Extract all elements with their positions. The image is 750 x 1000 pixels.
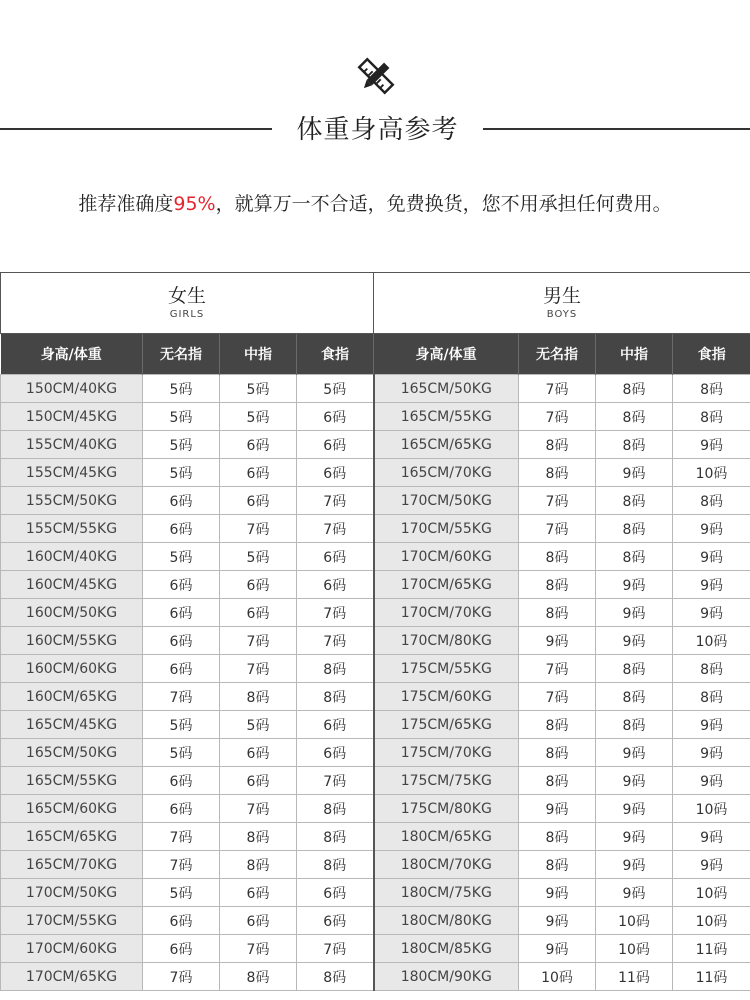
boys-height-weight-cell: 180CM/70KG	[374, 851, 519, 879]
girls-middle-finger-cell: 6码	[220, 459, 297, 487]
boys-ring-finger-cell: 8码	[519, 459, 596, 487]
boys-index-finger-cell: 8码	[673, 683, 750, 711]
boys-height-weight-cell: 170CM/80KG	[374, 627, 519, 655]
table-row	[1, 907, 750, 935]
boys-ring-finger-cell: 8码	[519, 823, 596, 851]
boys-ring-finger-cell: 8码	[519, 543, 596, 571]
girls-ring-finger-cell: 5码	[143, 739, 220, 767]
boys-index-finger-cell: 9码	[673, 543, 750, 571]
boys-index-finger-cell: 8码	[673, 655, 750, 683]
boys-ring-finger-cell: 7码	[519, 403, 596, 431]
table-row	[1, 739, 750, 767]
boys-title: 男生	[543, 285, 582, 307]
boys-middle-finger-cell: 8码	[596, 431, 673, 459]
girls-height-weight-cell: 150CM/45KG	[1, 403, 143, 431]
boys-middle-finger-cell: 9码	[596, 795, 673, 823]
girls-height-weight-cell: 170CM/50KG	[1, 879, 143, 907]
col-header-middle-finger: 中指	[596, 334, 673, 375]
size-rows	[1, 375, 750, 991]
boys-ring-finger-cell: 8码	[519, 599, 596, 627]
boys-middle-finger-cell: 8码	[596, 543, 673, 571]
boys-middle-finger-cell: 8码	[596, 515, 673, 543]
girls-ring-finger-cell: 5码	[143, 543, 220, 571]
girls-ring-finger-cell: 5码	[143, 375, 220, 403]
size-table	[0, 272, 750, 991]
girls-index-finger-cell: 8码	[297, 823, 374, 851]
girls-middle-finger-cell: 6码	[220, 907, 297, 935]
boys-height-weight-cell: 170CM/65KG	[374, 571, 519, 599]
girls-height-weight-cell: 160CM/40KG	[1, 543, 143, 571]
girls-ring-finger-cell: 6码	[143, 487, 220, 515]
girls-index-finger-cell: 8码	[297, 795, 374, 823]
girls-index-finger-cell: 8码	[297, 851, 374, 879]
boys-index-finger-cell: 10码	[673, 879, 750, 907]
girls-index-finger-cell: 6码	[297, 431, 374, 459]
girls-middle-finger-cell: 6码	[220, 487, 297, 515]
girls-middle-finger-cell: 5码	[220, 543, 297, 571]
boys-ring-finger-cell: 8码	[519, 431, 596, 459]
girls-index-finger-cell: 5码	[297, 375, 374, 403]
girls-index-finger-cell: 6码	[297, 879, 374, 907]
girls-subtitle: GIRLS	[169, 309, 205, 320]
table-row	[1, 823, 750, 851]
table-row	[1, 655, 750, 683]
col-header-middle-finger: 中指	[220, 334, 297, 375]
girls-ring-finger-cell: 6码	[143, 599, 220, 627]
boys-height-weight-cell: 175CM/70KG	[374, 739, 519, 767]
boys-ring-finger-cell: 7码	[519, 487, 596, 515]
boys-index-finger-cell: 8码	[673, 375, 750, 403]
girls-index-finger-cell: 8码	[297, 963, 374, 991]
boys-subtitle: BOYS	[546, 309, 578, 320]
boys-ring-finger-cell: 7码	[519, 655, 596, 683]
girls-height-weight-cell: 160CM/45KG	[1, 571, 143, 599]
girls-middle-finger-cell: 6码	[220, 431, 297, 459]
boys-height-weight-cell: 170CM/70KG	[374, 599, 519, 627]
boys-middle-finger-cell: 9码	[596, 767, 673, 795]
boys-middle-finger-cell: 10码	[596, 907, 673, 935]
girls-height-weight-cell: 165CM/50KG	[1, 739, 143, 767]
girls-index-finger-cell: 7码	[297, 627, 374, 655]
boys-middle-finger-cell: 8码	[596, 375, 673, 403]
girls-height-weight-cell: 155CM/50KG	[1, 487, 143, 515]
girls-height-weight-cell: 170CM/55KG	[1, 907, 143, 935]
pencil-ruler-icon	[357, 57, 395, 95]
page-title: 体重身高参考	[296, 115, 459, 145]
girls-index-finger-cell: 6码	[297, 459, 374, 487]
col-header-index-finger: 食指	[297, 334, 374, 375]
col-header-ring-finger: 无名指	[519, 334, 596, 375]
girls-ring-finger-cell: 5码	[143, 431, 220, 459]
girls-middle-finger-cell: 6码	[220, 739, 297, 767]
girls-ring-finger-cell: 5码	[143, 879, 220, 907]
boys-middle-finger-cell: 8码	[596, 655, 673, 683]
table-row	[1, 879, 750, 907]
boys-height-weight-cell: 180CM/65KG	[374, 823, 519, 851]
accuracy-note-prefix: 推荐准确度	[78, 193, 174, 215]
girls-middle-finger-cell: 8码	[220, 851, 297, 879]
boys-ring-finger-cell: 8码	[519, 739, 596, 767]
boys-index-finger-cell: 8码	[673, 487, 750, 515]
boys-ring-finger-cell: 7码	[519, 515, 596, 543]
boys-ring-finger-cell: 9码	[519, 627, 596, 655]
girls-ring-finger-cell: 7码	[143, 823, 220, 851]
boys-middle-finger-cell: 9码	[596, 571, 673, 599]
girls-index-finger-cell: 6码	[297, 543, 374, 571]
table-row	[1, 375, 750, 403]
girls-middle-finger-cell: 5码	[220, 375, 297, 403]
girls-middle-finger-cell: 8码	[220, 963, 297, 991]
boys-index-finger-cell: 11码	[673, 963, 750, 991]
table-row	[1, 459, 750, 487]
girls-index-finger-cell: 6码	[297, 739, 374, 767]
boys-height-weight-cell: 175CM/65KG	[374, 711, 519, 739]
boys-middle-finger-cell: 9码	[596, 627, 673, 655]
girls-middle-finger-cell: 7码	[220, 795, 297, 823]
table-row	[1, 431, 750, 459]
girls-ring-finger-cell: 6码	[143, 767, 220, 795]
boys-index-finger-cell: 10码	[673, 907, 750, 935]
boys-height-weight-cell: 175CM/55KG	[374, 655, 519, 683]
girls-middle-finger-cell: 7码	[220, 655, 297, 683]
accuracy-note-suffix: ，就算万一不合适，免费换货，您不用承担任何费用。	[215, 193, 672, 215]
table-row	[1, 767, 750, 795]
boys-middle-finger-cell: 9码	[596, 739, 673, 767]
boys-middle-finger-cell: 8码	[596, 711, 673, 739]
girls-index-finger-cell: 8码	[297, 655, 374, 683]
boys-index-finger-cell: 10码	[673, 627, 750, 655]
boys-height-weight-cell: 175CM/75KG	[374, 767, 519, 795]
boys-height-weight-cell: 170CM/55KG	[374, 515, 519, 543]
girls-middle-finger-cell: 6码	[220, 571, 297, 599]
boys-height-weight-cell: 180CM/75KG	[374, 879, 519, 907]
girls-ring-finger-cell: 6码	[143, 515, 220, 543]
girls-index-finger-cell: 8码	[297, 683, 374, 711]
boys-height-weight-cell: 180CM/90KG	[374, 963, 519, 991]
girls-index-finger-cell: 7码	[297, 935, 374, 963]
boys-height-weight-cell: 165CM/70KG	[374, 459, 519, 487]
girls-ring-finger-cell: 7码	[143, 851, 220, 879]
girls-header	[1, 273, 374, 334]
boys-height-weight-cell: 175CM/80KG	[374, 795, 519, 823]
boys-ring-finger-cell: 8码	[519, 851, 596, 879]
boys-header	[374, 273, 750, 334]
boys-index-finger-cell: 9码	[673, 571, 750, 599]
boys-ring-finger-cell: 7码	[519, 683, 596, 711]
boys-index-finger-cell: 9码	[673, 515, 750, 543]
boys-height-weight-cell: 170CM/60KG	[374, 543, 519, 571]
table-row	[1, 543, 750, 571]
girls-title: 女生	[168, 285, 207, 307]
boys-middle-finger-cell: 9码	[596, 459, 673, 487]
boys-index-finger-cell: 10码	[673, 459, 750, 487]
girls-ring-finger-cell: 6码	[143, 655, 220, 683]
table-row	[1, 599, 750, 627]
girls-middle-finger-cell: 7码	[220, 627, 297, 655]
girls-ring-finger-cell: 6码	[143, 907, 220, 935]
girls-index-finger-cell: 6码	[297, 711, 374, 739]
boys-index-finger-cell: 9码	[673, 851, 750, 879]
girls-ring-finger-cell: 5码	[143, 711, 220, 739]
girls-middle-finger-cell: 5码	[220, 711, 297, 739]
accuracy-note	[0, 190, 750, 218]
girls-middle-finger-cell: 7码	[220, 515, 297, 543]
girls-index-finger-cell: 6码	[297, 403, 374, 431]
girls-middle-finger-cell: 8码	[220, 683, 297, 711]
girls-height-weight-cell: 150CM/40KG	[1, 375, 143, 403]
boys-middle-finger-cell: 9码	[596, 599, 673, 627]
girls-height-weight-cell: 160CM/50KG	[1, 599, 143, 627]
boys-index-finger-cell: 9码	[673, 767, 750, 795]
girls-index-finger-cell: 7码	[297, 487, 374, 515]
girls-ring-finger-cell: 6码	[143, 627, 220, 655]
table-row	[1, 627, 750, 655]
girls-ring-finger-cell: 5码	[143, 459, 220, 487]
girls-ring-finger-cell: 6码	[143, 795, 220, 823]
girls-height-weight-cell: 160CM/60KG	[1, 655, 143, 683]
girls-ring-finger-cell: 7码	[143, 683, 220, 711]
table-row	[1, 935, 750, 963]
table-row	[1, 683, 750, 711]
girls-index-finger-cell: 6码	[297, 571, 374, 599]
table-row	[1, 487, 750, 515]
title-row	[0, 110, 750, 150]
boys-middle-finger-cell: 9码	[596, 851, 673, 879]
girls-height-weight-cell: 165CM/65KG	[1, 823, 143, 851]
girls-height-weight-cell: 160CM/65KG	[1, 683, 143, 711]
boys-index-finger-cell: 9码	[673, 823, 750, 851]
girls-index-finger-cell: 7码	[297, 767, 374, 795]
boys-middle-finger-cell: 8码	[596, 403, 673, 431]
table-row	[1, 515, 750, 543]
col-header-height-weight: 身高/体重	[1, 334, 143, 375]
col-header-index-finger: 食指	[673, 334, 750, 375]
boys-height-weight-cell: 180CM/85KG	[374, 935, 519, 963]
boys-middle-finger-cell: 8码	[596, 487, 673, 515]
boys-height-weight-cell: 165CM/50KG	[374, 375, 519, 403]
girls-height-weight-cell: 155CM/55KG	[1, 515, 143, 543]
accuracy-percent: 95%	[173, 193, 216, 215]
boys-middle-finger-cell: 8码	[596, 683, 673, 711]
girls-height-weight-cell: 165CM/55KG	[1, 767, 143, 795]
girls-index-finger-cell: 6码	[297, 907, 374, 935]
boys-index-finger-cell: 9码	[673, 431, 750, 459]
boys-index-finger-cell: 8码	[673, 403, 750, 431]
girls-height-weight-cell: 165CM/60KG	[1, 795, 143, 823]
boys-ring-finger-cell: 9码	[519, 879, 596, 907]
boys-ring-finger-cell: 7码	[519, 375, 596, 403]
table-row	[1, 711, 750, 739]
boys-middle-finger-cell: 11码	[596, 963, 673, 991]
girls-middle-finger-cell: 5码	[220, 403, 297, 431]
boys-middle-finger-cell: 9码	[596, 823, 673, 851]
boys-index-finger-cell: 9码	[673, 739, 750, 767]
girls-height-weight-cell: 155CM/40KG	[1, 431, 143, 459]
girls-height-weight-cell: 160CM/55KG	[1, 627, 143, 655]
boys-ring-finger-cell: 8码	[519, 711, 596, 739]
table-row	[1, 403, 750, 431]
boys-ring-finger-cell: 10码	[519, 963, 596, 991]
girls-index-finger-cell: 7码	[297, 515, 374, 543]
girls-index-finger-cell: 7码	[297, 599, 374, 627]
boys-ring-finger-cell: 8码	[519, 767, 596, 795]
boys-height-weight-cell: 165CM/65KG	[374, 431, 519, 459]
boys-index-finger-cell: 11码	[673, 935, 750, 963]
boys-index-finger-cell: 10码	[673, 795, 750, 823]
boys-height-weight-cell: 170CM/50KG	[374, 487, 519, 515]
girls-middle-finger-cell: 7码	[220, 935, 297, 963]
boys-ring-finger-cell: 9码	[519, 907, 596, 935]
boys-index-finger-cell: 9码	[673, 711, 750, 739]
girls-height-weight-cell: 170CM/65KG	[1, 963, 143, 991]
girls-middle-finger-cell: 8码	[220, 823, 297, 851]
col-header-ring-finger: 无名指	[143, 334, 220, 375]
table-row	[1, 795, 750, 823]
boys-middle-finger-cell: 10码	[596, 935, 673, 963]
boys-ring-finger-cell: 9码	[519, 795, 596, 823]
girls-ring-finger-cell: 6码	[143, 935, 220, 963]
boys-height-weight-cell: 165CM/55KG	[374, 403, 519, 431]
girls-ring-finger-cell: 7码	[143, 963, 220, 991]
boys-height-weight-cell: 175CM/60KG	[374, 683, 519, 711]
title-divider-left	[0, 128, 272, 130]
boys-ring-finger-cell: 8码	[519, 571, 596, 599]
boys-index-finger-cell: 9码	[673, 599, 750, 627]
girls-height-weight-cell: 165CM/70KG	[1, 851, 143, 879]
girls-height-weight-cell: 155CM/45KG	[1, 459, 143, 487]
girls-height-weight-cell: 170CM/60KG	[1, 935, 143, 963]
girls-middle-finger-cell: 6码	[220, 599, 297, 627]
table-row	[1, 571, 750, 599]
girls-ring-finger-cell: 6码	[143, 571, 220, 599]
boys-ring-finger-cell: 9码	[519, 935, 596, 963]
title-divider-right	[483, 128, 750, 130]
boys-height-weight-cell: 180CM/80KG	[374, 907, 519, 935]
boys-middle-finger-cell: 9码	[596, 879, 673, 907]
girls-height-weight-cell: 165CM/45KG	[1, 711, 143, 739]
girls-middle-finger-cell: 6码	[220, 767, 297, 795]
table-row	[1, 963, 750, 991]
girls-ring-finger-cell: 5码	[143, 403, 220, 431]
table-row	[1, 851, 750, 879]
col-header-height-weight: 身高/体重	[374, 334, 519, 375]
girls-middle-finger-cell: 6码	[220, 879, 297, 907]
